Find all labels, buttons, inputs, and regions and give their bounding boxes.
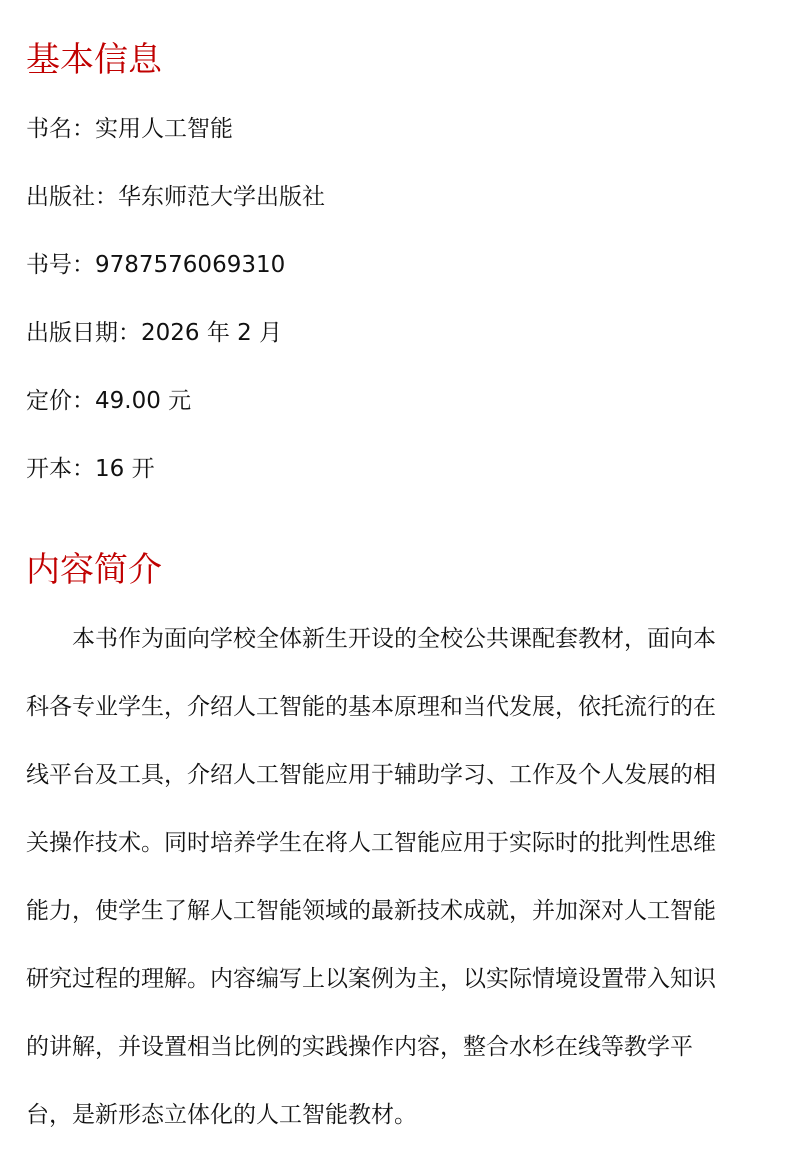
publisher-value: 华东师范大学出版社	[118, 184, 325, 210]
book-title-field	[26, 114, 233, 144]
intro-line: 线平台及工具，介绍人工智能应用于辅助学习、工作及个人发展的相	[26, 762, 716, 788]
publish-date-field	[26, 318, 282, 348]
intro-line: 能力，使学生了解人工智能领域的最新技术成就，并加深对人工智能	[26, 898, 716, 924]
publish-date-label: 出版日期：	[26, 320, 141, 346]
price-value: 49.00 元	[95, 388, 192, 414]
price-label: 定价：	[26, 388, 95, 414]
intro-line: 台，是新形态立体化的人工智能教材。	[26, 1102, 417, 1128]
price-field	[26, 386, 191, 416]
format-label: 开本：	[26, 456, 95, 482]
isbn-field	[26, 250, 285, 280]
format-value: 16 开	[95, 456, 155, 482]
format-field	[26, 454, 155, 484]
intro-heading: 内容简介	[26, 550, 162, 590]
intro-line: 研究过程的理解。内容编写上以案例为主，以实际情境设置带入知识	[26, 966, 716, 992]
intro-line: 本书作为面向学校全体新生开设的全校公共课配套教材，面向本	[72, 626, 716, 652]
publisher-label: 出版社：	[26, 184, 118, 210]
intro-line: 科各专业学生，介绍人工智能的基本原理和当代发展，依托流行的在	[26, 694, 716, 720]
book-title-value: 实用人工智能	[95, 116, 233, 142]
isbn-label: 书号：	[26, 252, 95, 278]
intro-line: 的讲解，并设置相当比例的实践操作内容，整合水杉在线等教学平	[26, 1034, 693, 1060]
publisher-field	[26, 182, 325, 212]
publish-date-value: 2026 年 2 月	[141, 320, 283, 346]
isbn-value: 9787576069310	[95, 252, 286, 278]
basic-info-heading: 基本信息	[26, 40, 162, 80]
book-title-label: 书名：	[26, 116, 95, 142]
intro-line: 关操作技术。同时培养学生在将人工智能应用于实际时的批判性思维	[26, 830, 716, 856]
